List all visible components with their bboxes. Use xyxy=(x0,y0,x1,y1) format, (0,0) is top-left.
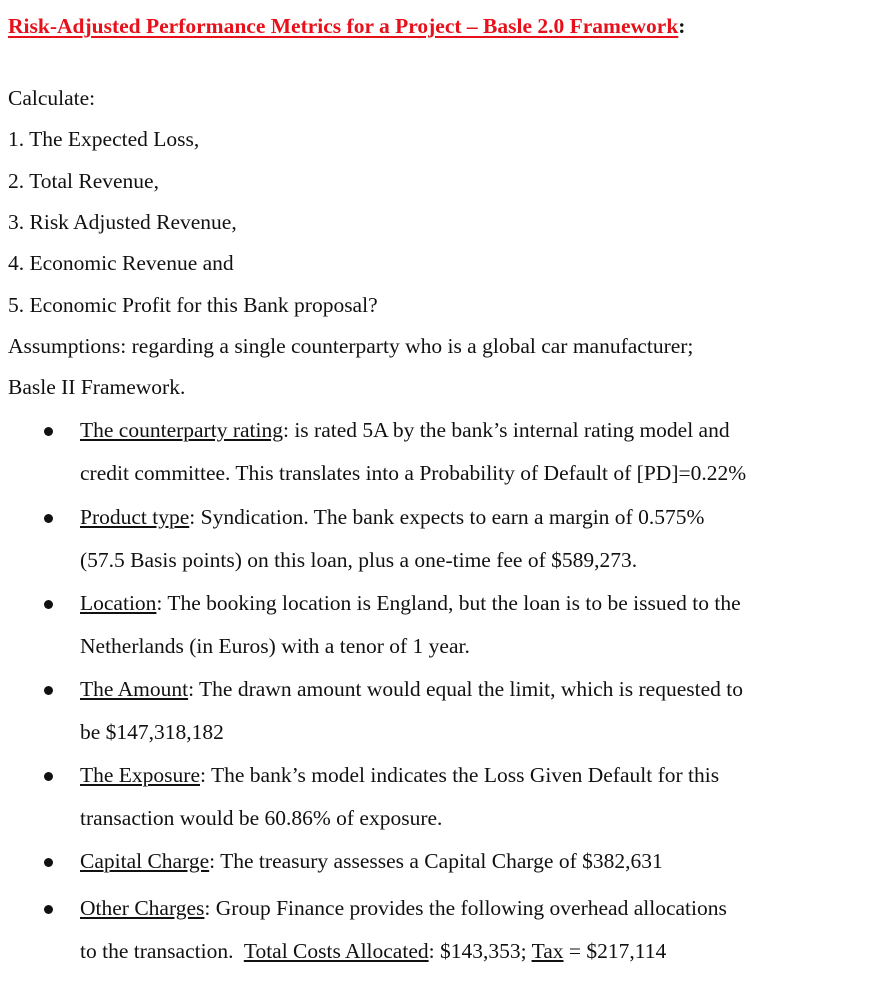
bullet-text: : The booking location is England, but the loan is to be issued to the xyxy=(156,591,741,615)
bullet-icon xyxy=(44,772,53,781)
bullet-text: : The treasury assesses a Capital Charge of $382,631 xyxy=(209,849,663,873)
bullet-icon xyxy=(44,686,53,695)
bullet-line: Netherlands (in Euros) with a tenor of 1 year. xyxy=(80,634,470,658)
question-item: 3. Risk Adjusted Revenue, xyxy=(8,210,237,234)
bullet-text: : The bank’s model indicates the Loss Given Default for this xyxy=(200,763,720,787)
bullet-text: to the transaction. xyxy=(80,939,244,963)
tax-value: = $217,114 xyxy=(563,939,667,963)
bullet-text: : The drawn amount would equal the limit, which is requested to xyxy=(188,677,743,701)
bullet-icon xyxy=(44,858,53,867)
intro-text: Calculate: xyxy=(8,86,96,110)
bullet-line: transaction would be 60.86% of exposure. xyxy=(80,806,443,830)
bullet-line: (57.5 Basis points) on this loan, plus a one-time fee of $589,273. xyxy=(80,548,638,572)
bullet-line xyxy=(80,590,741,616)
question-item: 1. The Expected Loss, xyxy=(8,127,200,151)
question-item: 4. Economic Revenue and xyxy=(8,251,234,275)
bullet-label: The Exposure xyxy=(80,763,201,787)
bullet-label: The Amount xyxy=(80,677,189,701)
document-title: Risk-Adjusted Performance Metrics for a Project – Basle 2.0 Framework xyxy=(8,14,679,38)
bullet-label: The counterparty rating xyxy=(80,418,283,442)
assumptions-line: Assumptions: regarding a single counterparty who is a global car manufacturer; xyxy=(8,334,694,358)
tax-label: Tax xyxy=(531,939,564,963)
question-item: 5. Economic Profit for this Bank proposal? xyxy=(8,293,378,317)
bullet-icon xyxy=(44,427,53,436)
bullet-label: Capital Charge xyxy=(80,849,210,873)
bullet-text: : Syndication. The bank expects to earn a margin of 0.575% xyxy=(189,505,705,529)
document-title-line xyxy=(8,14,685,39)
bullet-line xyxy=(80,417,730,443)
bullet-text: : Group Finance provides the following overhead allocations xyxy=(204,896,727,920)
total-costs-label: Total Costs Allocated xyxy=(243,939,429,963)
title-colon: : xyxy=(678,14,686,38)
bullet-text: : is rated 5A by the bank’s internal rating model and xyxy=(282,418,730,442)
bullet-line xyxy=(80,762,719,788)
bullet-line: be $147,318,182 xyxy=(80,720,224,744)
assumptions-line: Basle II Framework. xyxy=(8,375,186,399)
question-item: 2. Total Revenue, xyxy=(8,169,159,193)
bullet-line xyxy=(80,848,663,874)
bullet-label: Location xyxy=(80,591,157,615)
bullet-icon xyxy=(44,600,53,609)
bullet-line xyxy=(80,938,666,964)
bullet-line xyxy=(80,895,727,921)
bullet-icon xyxy=(44,514,53,523)
bullet-line: credit committee. This translates into a Probability of Default of [PD]=0.22% xyxy=(80,461,747,485)
bullet-label: Product type xyxy=(80,505,190,529)
bullet-icon xyxy=(44,905,53,914)
bullet-line xyxy=(80,504,704,530)
bullet-line xyxy=(80,676,743,702)
total-costs-value: : $143,353; xyxy=(428,939,532,963)
bullet-label: Other Charges xyxy=(80,896,205,920)
